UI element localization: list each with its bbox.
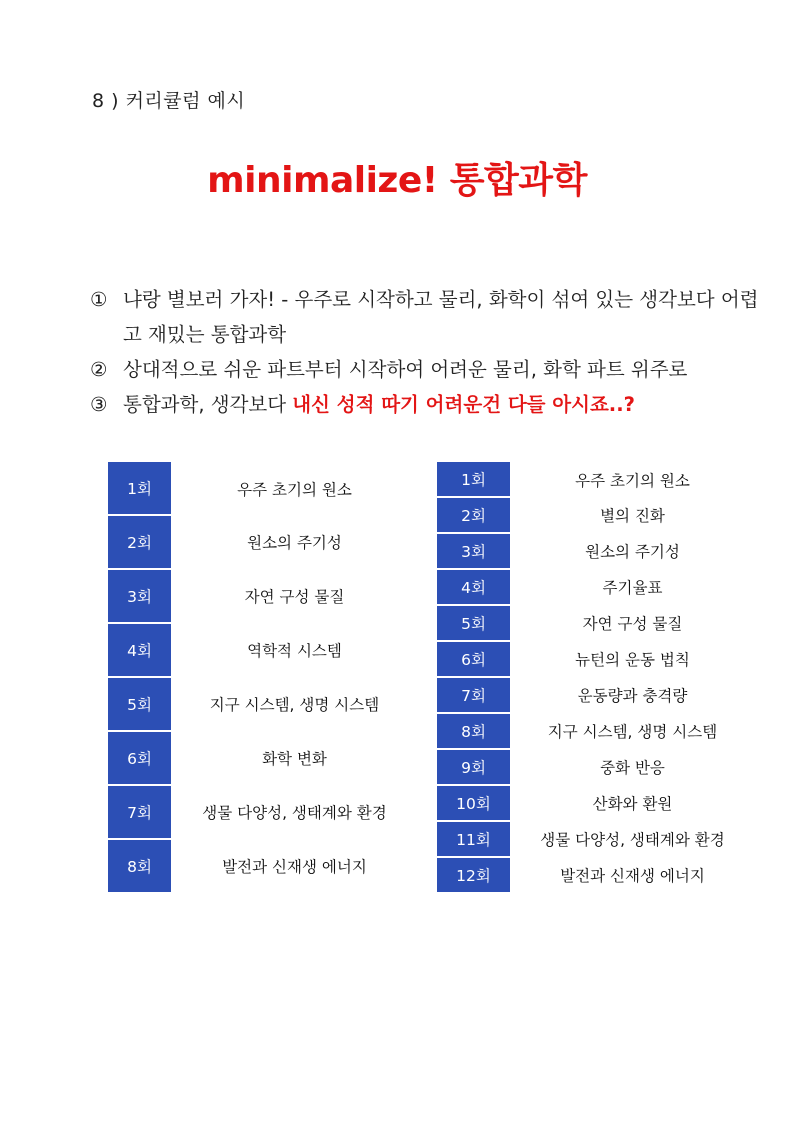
table-row xyxy=(437,462,755,497)
topic-cell: 우주 초기의 원소 xyxy=(171,462,418,515)
session-cell: 6회 xyxy=(108,731,171,785)
table-row xyxy=(108,731,418,785)
session-cell: 5회 xyxy=(437,605,510,641)
table-row xyxy=(108,677,418,731)
topic-cell: 생물 다양성, 생태계와 환경 xyxy=(510,821,755,857)
table-row xyxy=(437,677,755,713)
table-row xyxy=(108,515,418,569)
topic-cell: 생물 다양성, 생태계와 환경 xyxy=(171,785,418,839)
table-row xyxy=(108,462,418,515)
session-cell: 2회 xyxy=(437,497,510,533)
topic-cell: 뉴턴의 운동 법칙 xyxy=(510,641,755,677)
point-2 xyxy=(90,352,760,387)
session-cell: 12회 xyxy=(437,857,510,892)
page-title: minimalize! 통합과학 xyxy=(207,160,587,201)
section-heading: 8 ) 커리큘럼 예시 xyxy=(92,90,246,112)
session-cell: 6회 xyxy=(437,641,510,677)
session-cell: 8회 xyxy=(108,839,171,892)
topic-cell: 화학 변화 xyxy=(171,731,418,785)
point-number: ① xyxy=(90,288,108,311)
session-cell: 1회 xyxy=(437,462,510,497)
session-cell: 7회 xyxy=(108,785,171,839)
table-row xyxy=(437,857,755,892)
point-number: ② xyxy=(90,358,108,381)
table-row xyxy=(437,497,755,533)
point-text: 상대적으로 쉬운 파트부터 시작하여 어려운 물리, 화학 파트 위주로 xyxy=(123,358,688,381)
table-row xyxy=(437,821,755,857)
session-cell: 10회 xyxy=(437,785,510,821)
session-cell: 11회 xyxy=(437,821,510,857)
table-row xyxy=(437,785,755,821)
table-row xyxy=(437,749,755,785)
session-cell: 5회 xyxy=(108,677,171,731)
point-text: 통합과학, 생각보다 xyxy=(123,393,293,416)
table-row xyxy=(108,569,418,623)
table-row xyxy=(108,623,418,677)
topic-cell: 산화와 환원 xyxy=(510,785,755,821)
curriculum-table-8-sessions xyxy=(108,462,418,892)
topic-cell: 자연 구성 물질 xyxy=(171,569,418,623)
point-3 xyxy=(90,387,760,422)
topic-cell: 지구 시스템, 생명 시스템 xyxy=(510,713,755,749)
point-text: 냐랑 별보러 가자! - 우주로 시작하고 물리, 화학이 섞여 있는 생각보다 어렵고 재밌는 통합과학 xyxy=(123,288,759,346)
session-cell: 8회 xyxy=(437,713,510,749)
topic-cell: 원소의 주기성 xyxy=(510,533,755,569)
point-1 xyxy=(90,282,760,352)
table-row xyxy=(437,641,755,677)
topic-cell: 지구 시스템, 생명 시스템 xyxy=(171,677,418,731)
topic-cell: 원소의 주기성 xyxy=(171,515,418,569)
curriculum-table-12-sessions xyxy=(437,462,755,892)
table-row xyxy=(108,785,418,839)
point-number: ③ xyxy=(90,393,108,416)
table-row xyxy=(108,839,418,892)
topic-cell: 발전과 신재생 에너지 xyxy=(171,839,418,892)
key-points xyxy=(90,282,760,422)
table-row xyxy=(437,533,755,569)
session-cell: 4회 xyxy=(437,569,510,605)
table-row xyxy=(437,569,755,605)
session-cell: 9회 xyxy=(437,749,510,785)
topic-cell: 주기율표 xyxy=(510,569,755,605)
session-cell: 4회 xyxy=(108,623,171,677)
session-cell: 3회 xyxy=(437,533,510,569)
topic-cell: 우주 초기의 원소 xyxy=(510,462,755,497)
point-highlight: 내신 성적 따기 어려운건 다들 아시죠..? xyxy=(292,393,635,416)
topic-cell: 별의 진화 xyxy=(510,497,755,533)
topic-cell: 운동량과 충격량 xyxy=(510,677,755,713)
topic-cell: 발전과 신재생 에너지 xyxy=(510,857,755,892)
session-cell: 3회 xyxy=(108,569,171,623)
session-cell: 7회 xyxy=(437,677,510,713)
topic-cell: 자연 구성 물질 xyxy=(510,605,755,641)
session-cell: 1회 xyxy=(108,462,171,515)
topic-cell: 역학적 시스템 xyxy=(171,623,418,677)
session-cell: 2회 xyxy=(108,515,171,569)
table-row xyxy=(437,713,755,749)
topic-cell: 중화 반응 xyxy=(510,749,755,785)
table-row xyxy=(437,605,755,641)
